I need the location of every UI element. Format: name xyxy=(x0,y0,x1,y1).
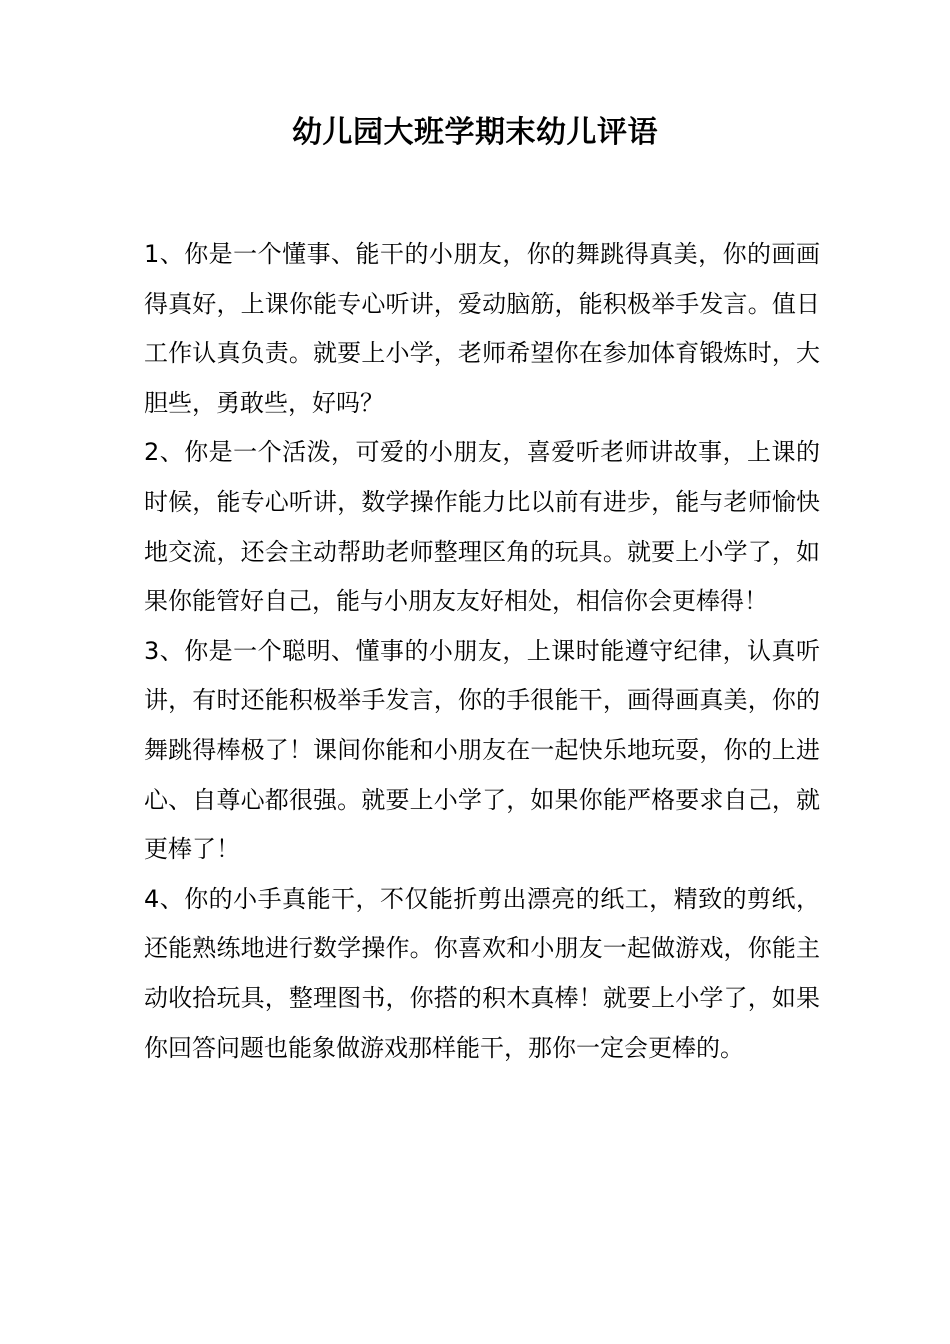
comment-paragraph-2: 2、你是一个活泼，可爱的小朋友，喜爱听老师讲故事，上课的时候，能专心听讲，数学操作能力比以前有进步，能与老师愉快地交流，还会主动帮助老师整理区角的玩具。就要上小学了，如果你能管好自己，能与小朋友友好相处，相信你会更棒得！ xyxy=(144,438,820,616)
comment-paragraph-4: 4、你的小手真能干，不仅能折剪出漂亮的纸工，精致的剪纸，还能熟练地进行数学操作。你喜欢和小朋友一起做游戏，你能主动收拾玩具，整理图书，你搭的积木真棒！就要上小学了，如果你回答问题也能象做游戏那样能干，那你一定会更棒的。 xyxy=(144,884,820,1062)
document-body xyxy=(144,230,820,1073)
comment-paragraph-3: 3、你是一个聪明、懂事的小朋友，上课时能遵守纪律，认真听讲，有时还能积极举手发言，你的手很能干，画得画真美，你的舞跳得棒极了！课间你能和小朋友在一起快乐地玩耍，你的上进心、自尊心都很强。就要上小学了，如果你能严格要求自己，就更棒了！ xyxy=(144,636,820,864)
comment-paragraph-1: 1、你是一个懂事、能干的小朋友，你的舞跳得真美，你的画画得真好，上课你能专心听讲，爱动脑筋，能积极举手发言。值日工作认真负责。就要上小学，老师希望你在参加体育锻炼时，大胆些，勇敢些，好吗？ xyxy=(144,240,820,417)
document-title: 幼儿园大班学期末幼儿评语 xyxy=(292,115,658,150)
